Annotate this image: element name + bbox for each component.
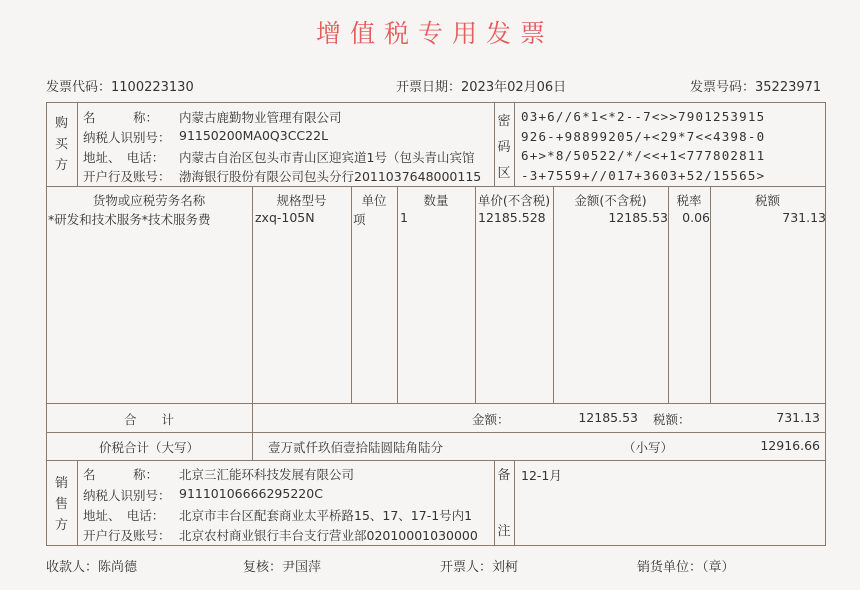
invoice-date-value: 2023年02月06日 (461, 80, 567, 95)
buyer-section-label (46, 113, 77, 176)
cipher-label-char-1: 密 (497, 114, 511, 129)
seller-label-char-2: 售 (54, 497, 68, 512)
buyer-tax-id: 91150200MA0Q3CC22L (179, 128, 329, 143)
seller-label-char-1: 销 (54, 476, 68, 491)
item-name: *研发和技术服务*技术服务费 (48, 212, 211, 227)
item-amount: 12185.53 (608, 210, 668, 225)
invoice-number-label: 发票号码： (690, 80, 756, 95)
cipher-label-char-3: 区 (497, 166, 511, 181)
seller-address: 北京市丰台区配套商业太平桥路15、17、17-1号内1 (179, 508, 473, 523)
invoice-number (690, 76, 821, 95)
totals-tax-label: 税额： (653, 412, 691, 427)
seller-tax-id: 91110106666295220C (179, 486, 323, 501)
item-rate: 0.06 (682, 210, 710, 225)
buyer-label-char-3: 方 (54, 158, 68, 173)
totals-amount-label: 金额： (472, 412, 510, 427)
item-spec: zxq-105N (255, 210, 315, 225)
buyer-name: 内蒙古鹿勤物业管理有限公司 (179, 110, 342, 125)
buyer-bank-label: 开户行及账号： (83, 169, 171, 184)
buyer-bank: 渤海银行股份有限公司包头分行2011037648000115 (179, 169, 482, 184)
remarks-label-top: 备 (497, 468, 511, 483)
col-header-unit: 单位 (361, 193, 387, 208)
grand-total-small-label: （小写） (623, 440, 674, 455)
totals-label: 合 计 (123, 412, 174, 427)
invoice-code-value: 1100223130 (111, 80, 194, 95)
cipher-line-1: 03+6//6*1<*2--7<>>7901253915 (521, 109, 766, 124)
reviewer-value: 尹国萍 (282, 560, 322, 575)
grand-total-words: 壹万贰仟玖佰壹拾陆圆陆角陆分 (268, 440, 444, 455)
item-unit: 项 (353, 212, 366, 227)
seller-bank: 北京农村商业银行丰台支行营业部02010001030000 (179, 528, 478, 543)
invoice-date-label: 开票日期： (396, 80, 462, 95)
seller-tax-id-label: 纳税人识别号： (83, 488, 171, 503)
buyer-label-char-2: 买 (54, 137, 68, 152)
totals-tax: 731.13 (776, 410, 820, 425)
seller-name-label: 名 称： (83, 467, 159, 482)
reviewer-label: 复核： (243, 560, 283, 575)
item-qty: 1 (400, 210, 408, 225)
buyer-name-label: 名 称： (83, 110, 159, 125)
col-header-qty: 数量 (423, 193, 449, 208)
col-header-rate: 税率 (676, 193, 702, 208)
cipher-section-label (494, 109, 514, 187)
buyer-address: 内蒙古自治区包头市青山区迎宾道1号（包头青山宾馆 (179, 150, 475, 165)
seller-address-label: 地址、 电话： (83, 508, 165, 523)
seller-stamp-label: 销货单位：（章） (637, 560, 735, 575)
invoice-title: 增值税专用发票 (315, 19, 554, 48)
col-header-amount: 金额(不含税) (574, 193, 647, 208)
cipher-block (521, 107, 823, 185)
issuer (440, 556, 518, 575)
invoice-code (46, 76, 194, 95)
item-tax: 731.13 (782, 210, 826, 225)
seller-name: 北京三汇能环科技发展有限公司 (179, 467, 355, 482)
invoice-code-label: 发票代码： (46, 80, 112, 95)
buyer-tax-id-label: 纳税人识别号： (83, 130, 171, 145)
remarks-label-bottom: 注 (497, 524, 511, 539)
cipher-line-2: 926-+98899205/+<29*7<<4398-0 (521, 128, 766, 144)
payee-label: 收款人： (46, 560, 99, 575)
col-header-name: 货物或应税劳务名称 (92, 193, 206, 208)
invoice-date (396, 76, 566, 95)
totals-amount: 12185.53 (578, 410, 638, 425)
grand-total-label: 价税合计（大写） (98, 440, 199, 455)
invoice-number-value: 35223971 (755, 80, 822, 95)
col-header-spec: 规格型号 (276, 193, 327, 208)
cipher-line-3: 6+>*8/50522/*/<<+1<777802811 (521, 148, 766, 163)
seller-bank-label: 开户行及账号： (83, 528, 171, 543)
issuer-value: 刘柯 (492, 560, 519, 575)
buyer-address-label: 地址、 电话： (83, 150, 165, 165)
buyer-label-char-1: 购 (54, 116, 68, 131)
payee (46, 556, 137, 575)
cipher-line-4: -3+7559+//017+3603+52/15565> (521, 167, 766, 183)
seller-label-char-3: 方 (54, 518, 68, 533)
reviewer (243, 556, 321, 575)
grand-total-figure: 12916.66 (760, 438, 820, 453)
col-header-tax: 税额 (754, 193, 780, 208)
issuer-label: 开票人： (440, 560, 493, 575)
item-price: 12185.528 (478, 210, 546, 225)
col-header-price: 单价(不含税) (477, 193, 551, 208)
seller-section-label (46, 473, 77, 536)
payee-value: 陈尚德 (98, 560, 138, 575)
remarks-text: 12-1月 (521, 468, 562, 483)
cipher-label-char-2: 码 (497, 140, 511, 155)
